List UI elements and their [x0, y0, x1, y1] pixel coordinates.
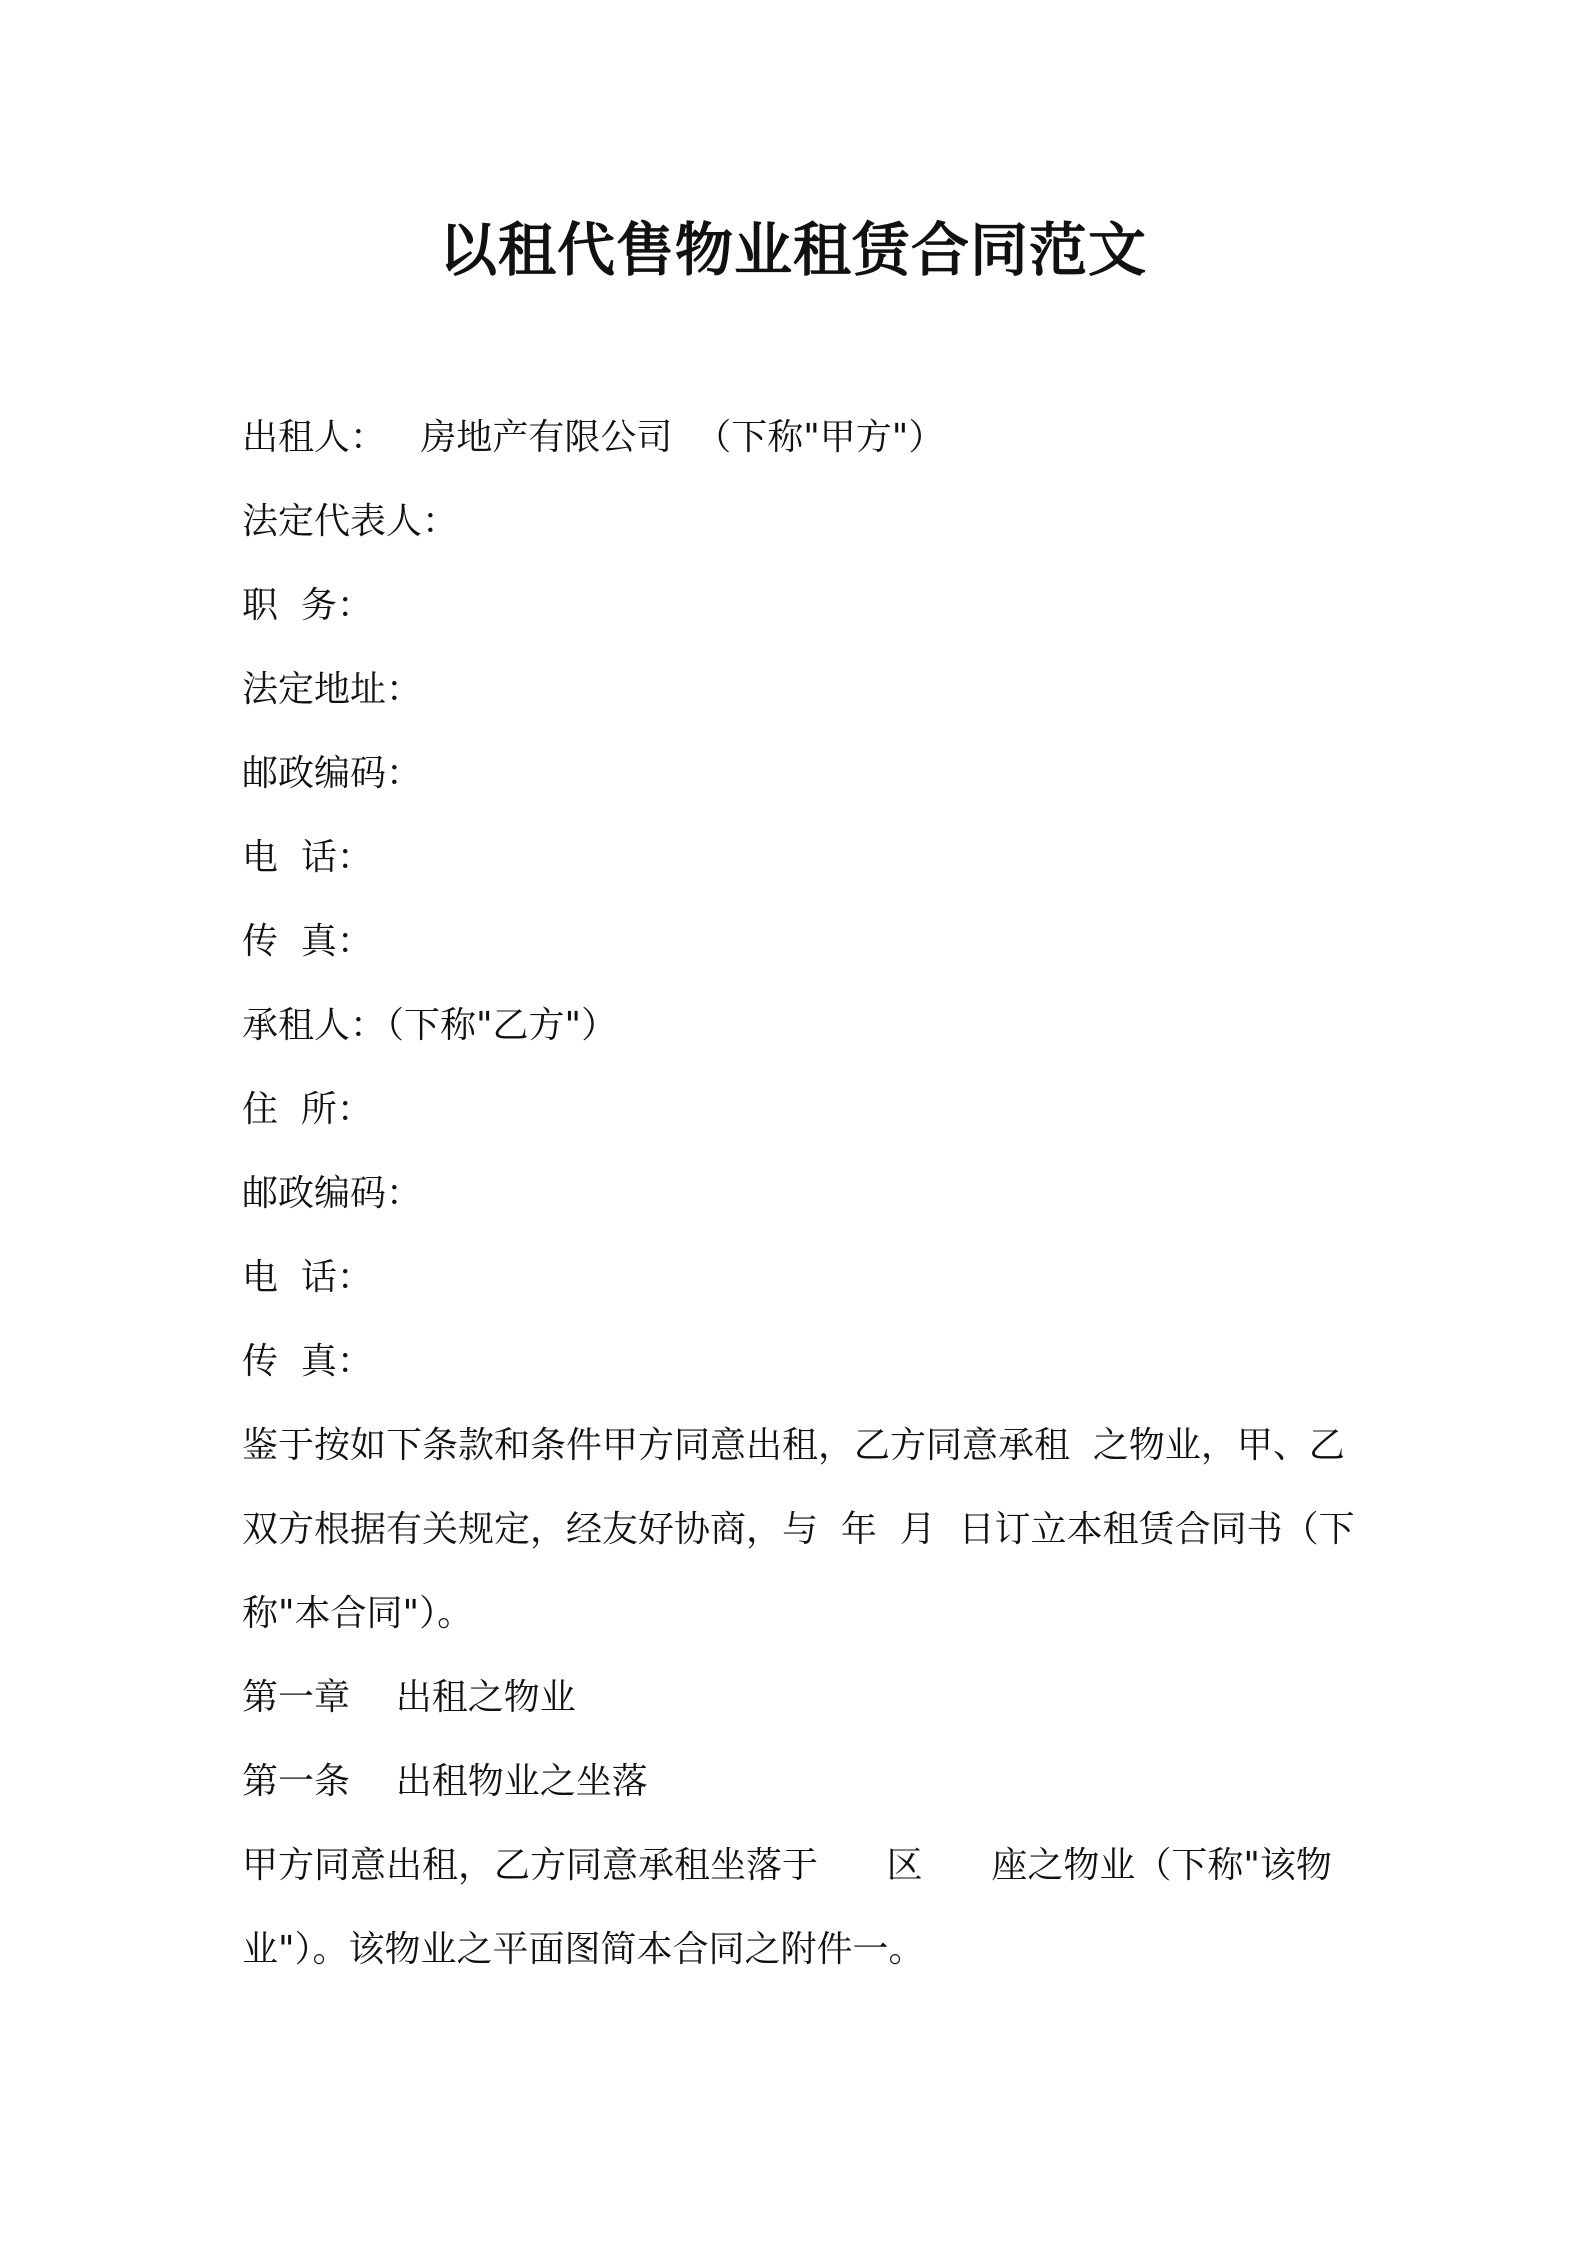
lessor-fax-line: 传 真：: [242, 921, 373, 962]
article-heading: 第一条 出租物业之坐落: [242, 1761, 648, 1802]
lessor-address-line: 法定地址：: [242, 669, 423, 710]
lessor-phone-line: 电 话：: [242, 837, 373, 878]
lessee-phone-line: 电 话：: [242, 1257, 373, 1298]
lessor-line: 出租人： 房地产有限公司 （下称"甲方"）: [242, 417, 945, 458]
document-title: 以租代售物业租赁合同范文: [438, 216, 1147, 284]
lessee-line: 承租人：（下称"乙方"）: [242, 1005, 618, 1046]
chapter-heading: 第一章 出租之物业: [242, 1677, 576, 1718]
preamble-paragraph: 鉴于按如下条款和条件甲方同意出租，乙方同意承租 之物业，甲、乙双方根据有关规定，经友好协商，与 年 月 日订立本租赁合同书（下称"本合同"）。: [242, 1425, 1355, 1634]
lessee-residence-line: 住 所：: [242, 1089, 373, 1130]
lessee-fax-line: 传 真：: [242, 1341, 373, 1382]
lessee-postcode-line: 邮政编码：: [242, 1173, 423, 1214]
lessor-postcode-line: 邮政编码：: [242, 753, 423, 794]
position-line: 职 务：: [242, 585, 373, 626]
document-body: [242, 396, 1362, 1992]
article-paragraph: 甲方同意出租，乙方同意承租坐落于 区 座之物业（下称"该物业"）。该物业之平面图简本合同之附件一。: [242, 1845, 1332, 1970]
lessor-rep-line: 法定代表人：: [242, 501, 459, 542]
